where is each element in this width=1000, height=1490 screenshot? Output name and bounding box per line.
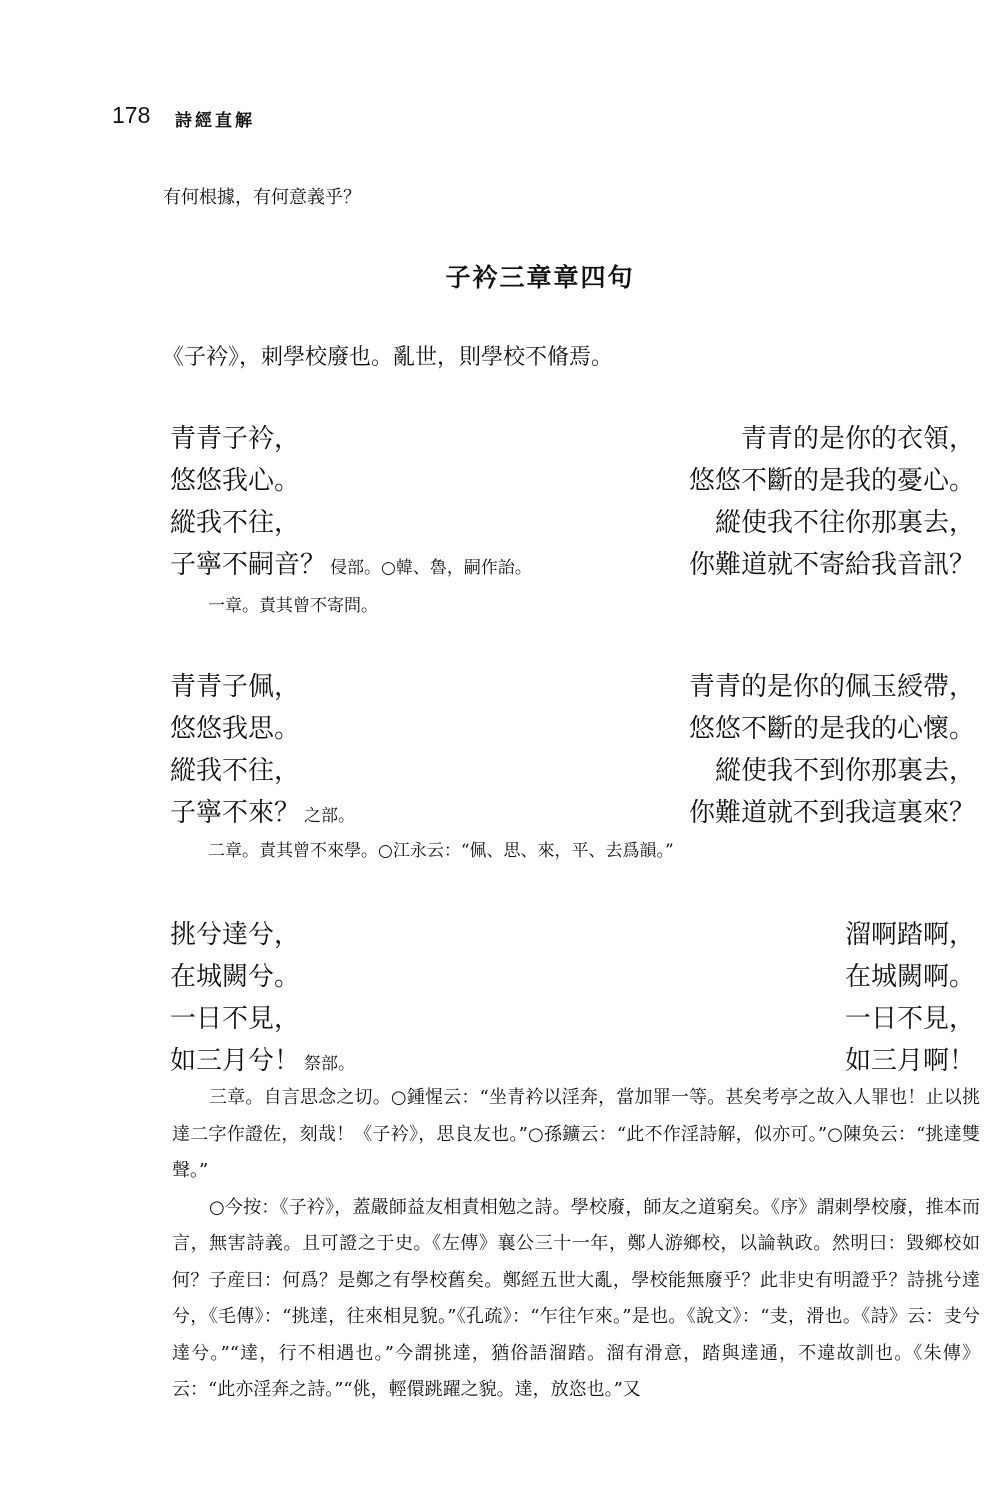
running-head-book-title: 詩經直解 [175, 111, 255, 131]
rhyme-note: 之部。 [304, 806, 356, 826]
commentary-paragraph-1: 三章。自言思念之切。○鍾惺云：“坐青衿以淫奔，當加罪一等。甚矣考亭之故入人罪也！止以挑達二字作證佐，刻哉！《子衿》，思良友也。”○孫鑛云：“此不作淫詩解，似亦可。”○陳奂云：“挑達雙聲。” [172, 1087, 980, 1181]
stanza-2-line-4-original: 子寧不來？ [170, 798, 301, 828]
stanza-3-line-1-translation: 溜啊踏啊， [844, 920, 975, 950]
stanza-1-line-2-translation: 悠悠不斷的是我的憂心。 [688, 466, 975, 496]
stanza-1-line-4-original: 子寧不嗣音？ [170, 550, 327, 580]
rhyme-note: 祭部。 [304, 1054, 356, 1074]
rhyme-note: 侵部。○韓、魯，嗣作詒。 [330, 558, 532, 578]
stanza-3-line-4-translation: 如三月啊！ [844, 1046, 975, 1076]
stanza-1-line-4 [170, 544, 532, 581]
stanza-3-line-4-original: 如三月兮！ [170, 1046, 301, 1076]
stanza-2-line-2-translation: 悠悠不斷的是我的心懷。 [688, 714, 975, 744]
commentary [172, 1080, 980, 1409]
stanza-1-line-1-translation: 青青的是你的衣領， [740, 424, 975, 454]
stanza-3-line-1-original: 挑兮達兮， [170, 920, 301, 950]
stanza-2-line-4 [170, 792, 355, 829]
stanza-1-line-4-translation: 你難道就不寄給我音訊？ [688, 550, 975, 580]
stanza-2-line-4-translation: 你難道就不到我這裏來？ [688, 798, 975, 828]
stanza-1-line-1-original: 青青子衿， [170, 424, 301, 454]
stanza-3-line-2-original: 在城闕兮。 [170, 962, 301, 992]
stanza-2-line-1-translation: 青青的是你的佩玉綬帶， [688, 672, 975, 702]
preface-text: 《子衿》，刺學校廢也。亂世，則學校不脩焉。 [162, 345, 614, 370]
page-number: 178 [112, 102, 151, 128]
stanza-3-line-3-original: 一日不見， [170, 1004, 301, 1034]
stanza-2-line-3-original: 縱我不往， [170, 756, 301, 786]
stanza-3-line-3-translation: 一日不見， [844, 1004, 975, 1034]
chapter-title: 子衿三章章四句 [445, 263, 635, 292]
stanza-2-line-2-original: 悠悠我思。 [170, 714, 301, 744]
stanza-3-line-4 [170, 1040, 355, 1077]
stanza-1-note: 一章。責其曾不寄問。 [208, 596, 378, 616]
stanza-2-note: 二章。責其曾不來學。○江永云：“佩、思、來，平、去爲韻。” [208, 841, 674, 861]
commentary-paragraph-2: ○今按：《子衿》，蓋嚴師益友相責相勉之詩。學校廢，師友之道窮矣。《序》謂刺學校廢，推本而言，無害詩義。且可證之于史。《左傳》襄公三十一年，鄭人游鄉校，以論執政。然明曰：毀鄉校如何？子産曰：何爲？是鄭之有學校舊矣。鄭經五世大亂，學校能無廢乎？此非史有明證乎？詩挑兮達兮，《毛傳》：“挑達，往來相見貌。”《孔疏》：“乍往乍來。”是也。《說文》：“叏，滑也。《詩》云：叏兮達兮。”“達，行不相遇也。”今謂挑達，猶俗語溜踏。溜有滑意，踏與達通，不違故訓也。《朱傳》云：“此亦淫奔之詩。”“佻，輕儇跳躍之貌。達，放恣也。”又 [172, 1196, 980, 1400]
stanza-1-line-3-original: 縱我不往， [170, 508, 301, 538]
stanza-1-line-2-original: 悠悠我心。 [170, 466, 301, 496]
stanza-2-line-1-original: 青青子佩， [170, 672, 301, 702]
stanza-1-line-3-translation: 縱使我不往你那裏去， [714, 508, 975, 538]
stanza-2-line-3-translation: 縱使我不到你那裏去， [714, 756, 975, 786]
intro-text: 有何根據，有何意義乎？ [163, 187, 361, 208]
stanza-3-line-2-translation: 在城闕啊。 [844, 962, 975, 992]
